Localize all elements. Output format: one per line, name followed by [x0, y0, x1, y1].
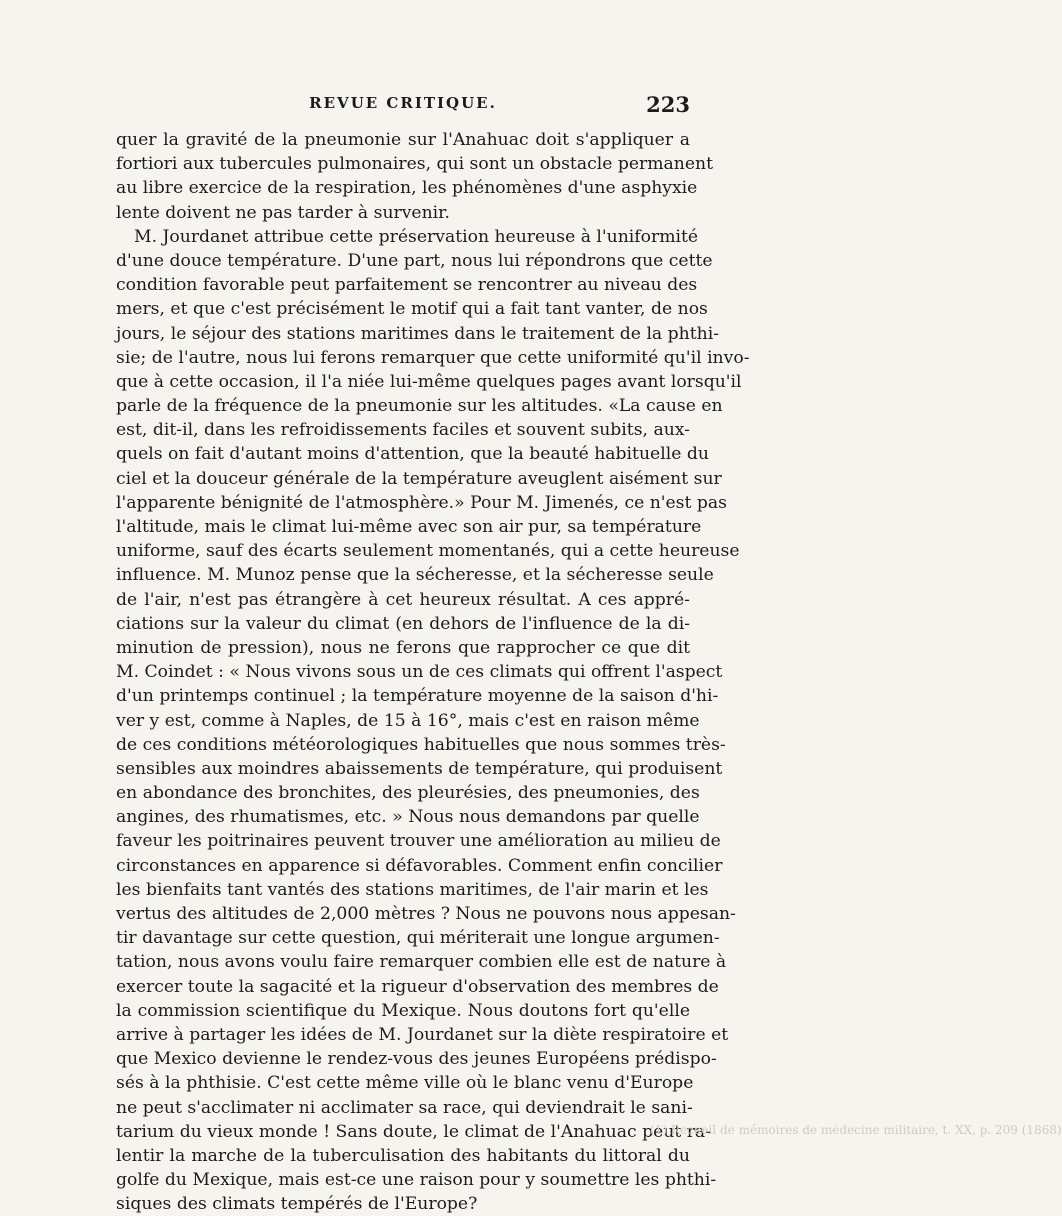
text-line: vertus des altitudes de 2,000 mètres ? Nous ne pouvons nous appesan-	[116, 904, 736, 924]
text-line: ciel et la douceur générale de la température aveuglent aisément sur	[116, 468, 722, 489]
body-text	[116, 128, 750, 1216]
page-number: 223	[646, 92, 690, 117]
text-line: tir davantage sur cette question, qui mériterait une longue argumen-	[116, 928, 720, 949]
text-line: que à cette occasion, il l'a niée lui-même quelques pages avant lorsqu'il	[116, 371, 742, 392]
text-line: faveur les poitrinaires peuvent trouver une amélioration au milieu de	[116, 831, 721, 852]
text-line: tarium du vieux monde ! Sans doute, le climat de l'Anahuac peut ra-	[116, 1121, 711, 1142]
text-line: les bienfaits tant vantés des stations maritimes, de l'air marin et les	[116, 879, 709, 900]
text-line: jours, le séjour des stations maritimes dans le traitement de la phthi-	[116, 323, 719, 344]
text-line: influence. M. Munoz pense que la sécheresse, et la sécheresse seule	[116, 565, 714, 586]
text-line: de l'air, n'est pas étrangère à cet heureux résultat. A ces appré-	[116, 589, 690, 610]
text-line: la commission scientifique du Mexique. Nous doutons fort qu'elle	[116, 1000, 690, 1021]
text-line: ciations sur la valeur du climat (en dehors de l'influence de la di-	[116, 613, 690, 634]
text-line: sensibles aux moindres abaissements de température, qui produisent	[116, 758, 723, 779]
text-line: siques des climats tempérés de l'Europe?	[116, 1194, 478, 1215]
text-line: au libre exercice de la respiration, les phénomènes d'une asphyxie	[116, 178, 698, 199]
text-line: golfe du Mexique, mais est-ce une raison pour y soumettre les phthi-	[116, 1170, 717, 1191]
text-line: sie; de l'autre, nous lui ferons remarquer que cette uniformité qu'il invo-	[116, 347, 750, 368]
text-line: est, dit-il, dans les refroidissements faciles et souvent subits, aux-	[116, 420, 690, 441]
text-line: ver y est, comme à Naples, de 15 à 16°, mais c'est en raison même	[116, 710, 700, 731]
text-line: quer la gravité de la pneumonie sur l'Anahuac doit s'appliquer a	[116, 130, 690, 150]
text-line: d'un printemps continuel ; la température moyenne de la saison d'hi-	[116, 686, 719, 707]
text-line: M. Jourdanet attribue cette préservation heureuse à l'uniformité	[134, 226, 699, 247]
text-line: M. Coindet : « Nous vivons sous un de ces climats qui offrent l'aspect	[116, 662, 723, 683]
text-line: lente doivent ne pas tarder à survenir.	[116, 202, 450, 223]
text-line: circonstances en apparence si défavorables. Comment enfin concilier	[116, 855, 723, 876]
text-line: en abondance des bronchites, des pleurésies, des pneumonies, des	[116, 783, 700, 804]
text-line: quels on fait d'autant moins d'attention, que la beauté habituelle du	[116, 444, 709, 465]
text-line: l'altitude, mais le climat lui-même avec son air pur, sa température	[116, 517, 702, 537]
text-line: exercer toute la sagacité et la rigueur d'observation des membres de	[116, 976, 719, 997]
text-line: parle de la fréquence de la pneumonie sur les altitudes. «La cause en	[116, 396, 723, 417]
text-line: d'une douce température. D'une part, nous lui répondrons que cette	[116, 250, 713, 271]
text-line: minution de pression), nous ne ferons que rapprocher ce que dit	[116, 637, 690, 658]
text-line: uniforme, sauf des écarts seulement momentanés, qui a cette heureuse	[116, 541, 740, 562]
running-title: REVUE CRITIQUE.	[309, 94, 497, 112]
text-line: que Mexico devienne le rendez-vous des jeunes Européens prédispo-	[116, 1049, 717, 1070]
text-line: tation, nous avons voulu faire remarquer combien elle est de nature à	[116, 952, 727, 973]
text-line: mers, et que c'est précisément le motif qui a fait tant vanter, de nos	[116, 299, 708, 320]
text-line: condition favorable peut parfaitement se rencontrer au niveau des	[116, 275, 698, 296]
text-line: angines, des rhumatismes, etc. » Nous nous demandons par quelle	[116, 807, 700, 828]
bleed-through-footnote: (1) Recueil de mémoires de médecine militaire, t. XX, p. 209 (1868)	[650, 1123, 1062, 1137]
text-line: de ces conditions météorologiques habituelles que nous sommes très-	[116, 734, 726, 755]
text-line: fortiori aux tubercules pulmonaires, qui sont un obstacle permanent	[116, 154, 713, 175]
text-line: arrive à partager les idées de M. Jourdanet sur la diète respiratoire et	[116, 1024, 729, 1045]
text-line: l'apparente bénignité de l'atmosphère.» Pour M. Jimenés, ce n'est pas	[116, 492, 727, 513]
text-line: ne peut s'acclimater ni acclimater sa race, qui deviendrait le sani-	[116, 1097, 693, 1118]
text-line: lentir la marche de la tuberculisation des habitants du littoral du	[116, 1145, 690, 1166]
running-head	[116, 94, 690, 118]
text-line: sés à la phthisie. C'est cette même ville où le blanc venu d'Europe	[116, 1073, 694, 1094]
